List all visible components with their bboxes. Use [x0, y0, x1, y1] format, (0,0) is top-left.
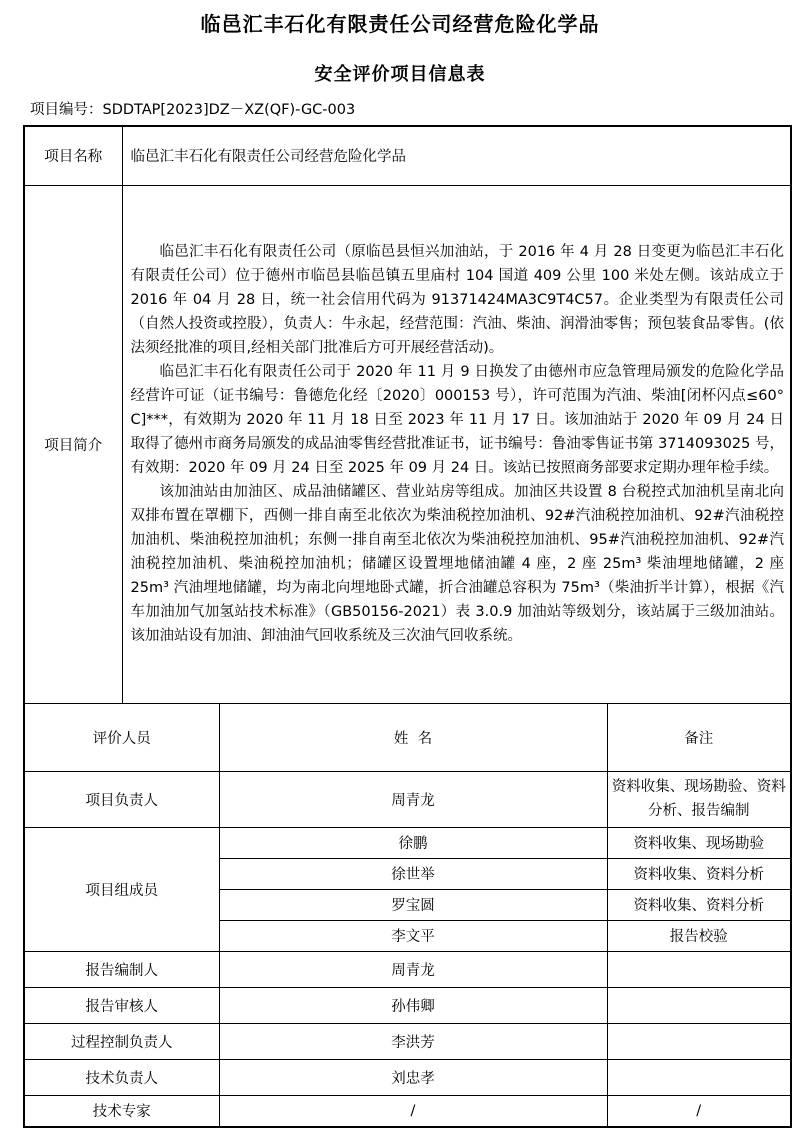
header-evaluator: 评价人员 — [24, 703, 219, 771]
staff-role: 报告编制人 — [24, 951, 219, 987]
member-note: 报告校验 — [607, 920, 791, 951]
project-intro-text — [122, 185, 791, 703]
member-name: 徐世举 — [219, 858, 607, 889]
member-name: 罗宝圆 — [219, 889, 607, 920]
document-subtitle: 安全评价项目信息表 — [314, 64, 486, 85]
staff-name: 周青龙 — [219, 951, 607, 987]
staff-name: 刘忠孝 — [219, 1059, 607, 1095]
leader-name: 周青龙 — [219, 771, 607, 827]
header-note: 备注 — [607, 703, 791, 771]
staff-name: / — [219, 1095, 607, 1127]
leader-role: 项目负责人 — [24, 771, 219, 827]
staff-role: 报告审核人 — [24, 987, 219, 1023]
staff-note — [607, 1059, 791, 1095]
project-name-label: 项目名称 — [24, 126, 122, 185]
member-note: 资料收集、资料分析 — [607, 858, 791, 889]
header-name: 姓 名 — [219, 703, 607, 771]
staff-note — [607, 951, 791, 987]
member-name: 李文平 — [219, 920, 607, 951]
member-note: 资料收集、现场勘验 — [607, 827, 791, 858]
project-name-value: 临邑汇丰石化有限责任公司经营危险化学品 — [122, 126, 791, 185]
staff-role: 过程控制负责人 — [24, 1023, 219, 1059]
staff-name: 孙伟卿 — [219, 987, 607, 1023]
members-role: 项目组成员 — [24, 827, 219, 951]
member-note: 资料收集、资料分析 — [607, 889, 791, 920]
staff-note — [607, 1023, 791, 1059]
intro-paragraph: 临邑汇丰石化有限责任公司（原临邑县恒兴加油站，于 2016 年 4 月 28 日变更为临邑汇丰石化有限责任公司）位于德州市临邑县临邑镇五里庙村 104 国道 409 公里 100 米处左侧。该站成立于 2016 年 04 月 28 日，统一社会信用代码为 91371424MA3C9T4C57。企业类型为有限责任公司（自然人投资或控股），负责人：牛永起，经营范围：汽油、柴油、润滑油零售；预包装食品零售。(依法须经批准的项目,经相关部门批准后方可开展经营活动)。 — [130, 244, 784, 356]
staff-name: 李洪芳 — [219, 1023, 607, 1059]
document-title: 临邑汇丰石化有限责任公司经营危险化学品 — [200, 12, 600, 36]
staff-note: / — [607, 1095, 791, 1127]
member-name: 徐鹏 — [219, 827, 607, 858]
intro-paragraph: 该加油站由加油区、成品油储罐区、营业站房等组成。加油区共设置 8 台税控式加油机呈南北向双排布置在罩棚下，西侧一排自南至北依次为柴油税控加油机、92#汽油税控加油机、92#汽油税控加油机、柴油税控加油机；东侧一排自南至北依次为柴油税控加油机、95#汽油税控加油机、92#汽油税控加油机、柴油税控加油机；储罐区设置埋地储油罐 4 座，2 座 25m³ 柴油埋地储罐，2 座 25m³ 汽油埋地储罐，均为南北向埋地卧式罐，折合油罐总容积为 75m³（柴油折半计算），根据《汽车加油加气加氢站技术标准》（GB50156-2021）表 3.0.9 加油站等级划分，该站属于三级加油站。该加油站设有加油、卸油油气回收系统及三次油气回收系统。 — [130, 484, 784, 644]
project-intro-label: 项目简介 — [24, 185, 122, 703]
intro-paragraph: 临邑汇丰石化有限责任公司于 2020 年 11 月 9 日换发了由德州市应急管理局颁发的危险化学品经营许可证（证书编号：鲁德危化经〔2020〕000153 号），许可范围为汽油、柴油[闭杯闪点≤60° C]***，有效期为 2020 年 11 月 18 日至 2023 年 11 月 17 日。该加油站于 2020 年 09 月 24 日取得了德州市商务局颁发的成品油零售经营批准证书，证书编号：鲁油零售证书第 3714093025 号，有效期：2020 年 09 月 24 日至 2025 年 09 月 24 日。该站已按照商务部要求定期办理年检手续。 — [130, 364, 784, 476]
project-number: 项目编号：SDDTAP[2023]DZ－XZ(QF)-GC-003 — [30, 102, 356, 118]
info-table — [23, 125, 792, 1128]
staff-role: 技术负责人 — [24, 1059, 219, 1095]
staff-role: 技术专家 — [24, 1095, 219, 1127]
leader-note: 资料收集、现场勘验、资料分析、报告编制 — [607, 771, 791, 827]
staff-note — [607, 987, 791, 1023]
